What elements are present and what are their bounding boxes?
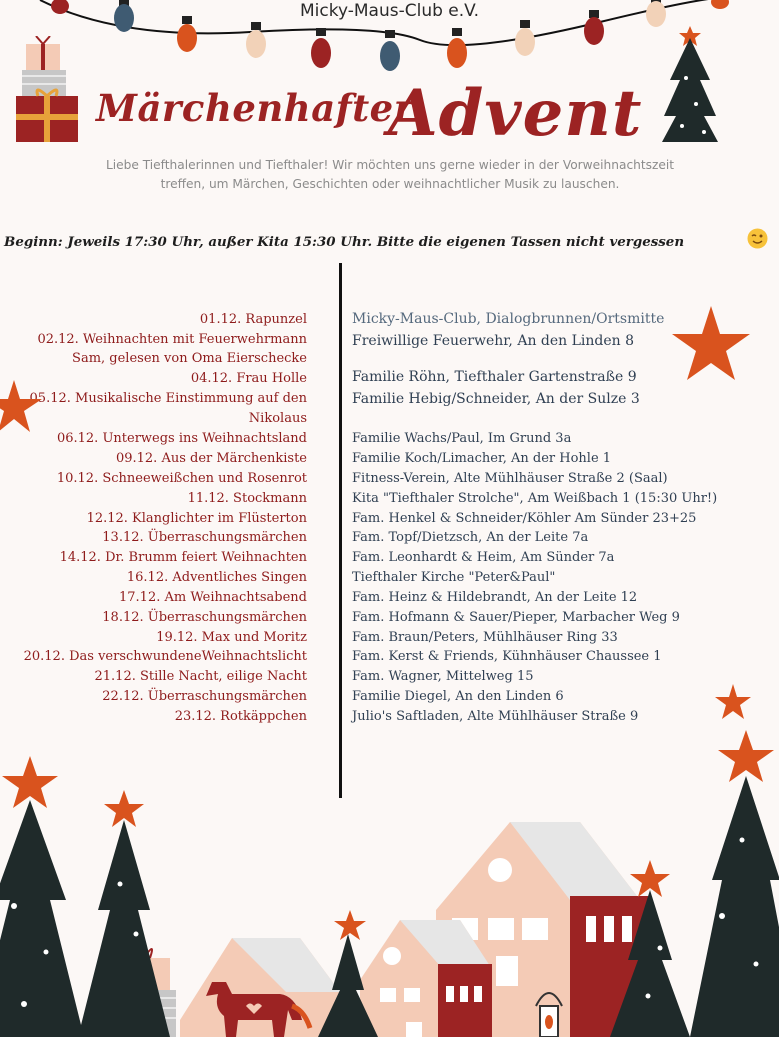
bulb-icon xyxy=(515,20,535,56)
intro-text xyxy=(60,156,720,194)
event-item: 20.12. Das verschwundeneWeihnachtslicht xyxy=(23,649,307,664)
gift-boxes-illustration xyxy=(14,36,80,144)
location-item: Micky-Maus-Club, Dialogbrunnen/Ortsmitte xyxy=(352,311,665,327)
location-item: Tiefthaler Kirche "Peter&Paul" xyxy=(352,570,556,585)
location-item: Fam. Heinz & Hildebrandt, An der Leite 12 xyxy=(352,590,638,605)
bulb-icon xyxy=(311,28,331,68)
bulb-icon xyxy=(380,30,400,71)
event-item: 18.12. Überraschungsmärchen xyxy=(102,610,307,625)
event-item: 16.12. Adventliches Singen xyxy=(126,570,307,585)
bulb-icon xyxy=(246,22,266,58)
location-item: Fam. Braun/Peters, Mühlhäuser Ring 33 xyxy=(352,630,618,645)
event-item: 04.12. Frau Holle xyxy=(190,371,307,386)
location-item: Fam. Topf/Dietzsch, An der Leite 7a xyxy=(352,530,589,545)
location-item: Fitness-Verein, Alte Mühlhäuser Straße 2 (Saal) xyxy=(352,471,668,486)
location-item: Familie Hebig/Schneider, An der Sulze 3 xyxy=(352,391,640,407)
star-icon xyxy=(670,304,752,386)
title-maerchenhafter: Märchenhafter xyxy=(96,86,414,130)
star-icon xyxy=(714,683,752,721)
event-item: 19.12. Max und Moritz xyxy=(156,630,307,645)
event-item: 12.12. Klanglichter im Flüsterton xyxy=(86,511,307,526)
location-item: Familie Wachs/Paul, Im Grund 3a xyxy=(352,431,572,446)
event-item: 21.12. Stille Nacht, eilige Nacht xyxy=(94,669,307,684)
event-item: 02.12. Weihnachten mit Feuerwehrmann xyxy=(37,332,307,347)
location-item: Fam. Wagner, Mittelweg 15 xyxy=(352,669,534,684)
event-item: 09.12. Aus der Märchenkiste xyxy=(115,451,307,466)
christmas-tree-icon xyxy=(660,20,720,144)
title-advent: Advent xyxy=(388,76,643,151)
club-name: Micky-Maus-Club e.V. xyxy=(300,1,479,21)
event-item: 17.12. Am Weihnachtsabend xyxy=(119,590,307,605)
intro-line-1: Liebe Tiefthalerinnen und Tiefthaler! Wir möchten uns gerne wieder in der Vorweihnachtszeit xyxy=(105,158,675,172)
event-item: 10.12. Schneeweißchen und Rosenrot xyxy=(56,471,307,486)
star-icon xyxy=(0,380,48,438)
location-item: Kita "Tiefthaler Strolche", Am Weißbach 1 (15:30 Uhr!) xyxy=(352,491,718,506)
event-item: 13.12. Überraschungsmärchen xyxy=(102,530,307,545)
event-item: 06.12. Unterwegs ins Weihnachtsland xyxy=(56,431,307,446)
event-item: 22.12. Überraschungsmärchen xyxy=(102,689,307,704)
winter-village-illustration xyxy=(0,720,779,1037)
location-item: Freiwillige Feuerwehr, An den Linden 8 xyxy=(352,333,635,349)
event-item: Nikolaus xyxy=(248,411,307,426)
bulb-icon xyxy=(447,28,467,68)
location-item: Julio's Saftladen, Alte Mühlhäuser Straße 9 xyxy=(352,709,639,724)
location-item: Fam. Henkel & Schneider/Köhler Am Sünder 23+25 xyxy=(352,511,697,526)
location-item: Fam. Kerst & Friends, Kühnhäuser Chaussee 1 xyxy=(352,649,662,664)
event-item: 11.12. Stockmann xyxy=(187,491,307,506)
column-divider xyxy=(339,263,342,798)
location-item: Familie Röhn, Tiefthaler Gartenstraße 9 xyxy=(352,369,637,385)
intro-line-2: treffen, um Märchen, Geschichten oder weihnachtlicher Musik zu lauschen. xyxy=(160,177,620,191)
location-item: Familie Koch/Limacher, An der Hohle 1 xyxy=(352,451,612,466)
event-item: 05.12. Musikalische Einstimmung auf den xyxy=(29,391,307,406)
event-item: 01.12. Rapunzel xyxy=(199,312,307,327)
start-time-note: Beginn: Jeweils 17:30 Uhr, außer Kita 15:30 Uhr. Bitte die eigenen Tassen nicht vergessen xyxy=(4,234,685,250)
location-item: Familie Diegel, An den Linden 6 xyxy=(352,689,564,704)
winking-smiley-icon xyxy=(747,228,768,249)
event-item: 14.12. Dr. Brumm feiert Weihnachten xyxy=(59,550,307,565)
event-item: Sam, gelesen von Oma Eierschecke xyxy=(72,351,307,366)
location-item: Fam. Hofmann & Sauer/Pieper, Marbacher Weg 9 xyxy=(352,610,680,625)
event-item: 23.12. Rotkäppchen xyxy=(174,709,307,724)
location-item: Fam. Leonhardt & Heim, Am Sünder 7a xyxy=(352,550,615,565)
